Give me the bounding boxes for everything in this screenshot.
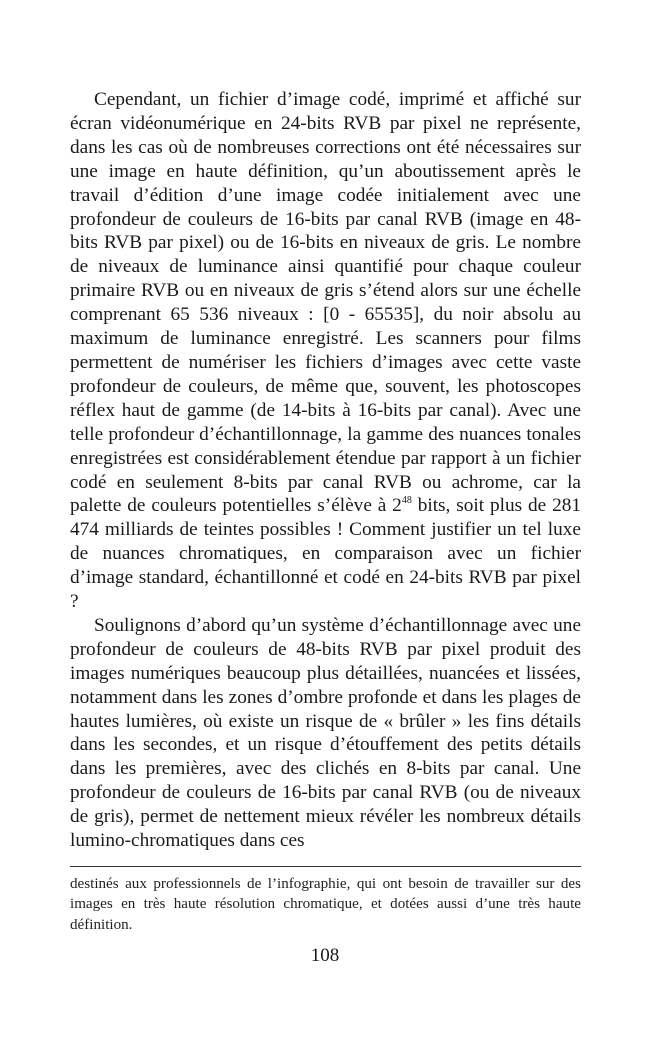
exponent-superscript: 48 [401, 495, 412, 507]
body-paragraph: Soulignons d’abord qu’un système d’échantillonnage avec une profondeur de couleurs de 48-bits RVB par pixel produit des images numériques beaucoup plus détaillées, nuancées et lissées, notamment dans les zones d’ombre profonde et dans les plages de hautes lumières, où existe un risque de « brûler » les fins détails dans les secondes, et un risque d’étouffement des petits détails dans les premières, avec des clichés en 8-bits par canal. Une profondeur de couleurs de 16-bits par canal RVB (ou de niveaux de gris), permet de nettement mieux révéler les nombreux détails lumino-chromatiques dans ces [70, 614, 581, 852]
footnote-divider [70, 866, 581, 867]
body-paragraph [70, 88, 581, 614]
footnote-text: destinés aux professionnels de l’infographie, qui ont besoin de travailler sur des images en très haute résolution chromatique, et dotées aussi d’une très haute définition. [70, 876, 581, 933]
page-number: 108 [310, 945, 340, 966]
main-text [70, 88, 581, 853]
paragraph-text-continued: bits, soit plus de 281 474 milliards de teintes possibles ! Comment justifier un tel luxe de nuances chromatiques, en comparaison avec un fichier d’image standard, échantillonné et codé en 24-bits RVB par pixel ? [70, 495, 581, 613]
paragraph-text: Cependant, un fichier d’image codé, imprimé et affiché sur écran vidéonumérique en 24-bits RVB par pixel ne représente, dans les cas où de nombreuses corrections ont été nécessaires sur une image en haute définition, qu’un aboutissement après le travail d’édition d’une image codée initialement avec une profondeur de couleurs de 16-bits par canal RVB (image en 48-bits RVB par pixel) ou de 16-bits en niveaux de gris. Le nombre de niveaux de luminance ainsi quantifié pour chaque couleur primaire RVB ou en niveaux de gris s’étend alors sur une échelle comprenant 65 536 niveaux : [0 - 65535], du noir absolu au maximum de luminance enregistré. Les scanners pour films permettent de numériser les fichiers d’images avec cette vaste profondeur de couleurs, de même que, souvent, les photoscopes réflex haut de gamme (de 14-bits à 16-bits par canal). Avec une telle profondeur d’échantillonnage, la gamme des nuances tonales enregistrées est considérablement étendue par rapport à un fichier codé en seulement 8-bits par canal RVB ou achrome, car la palette de couleurs potentielles s’élève à 2 [70, 89, 581, 517]
